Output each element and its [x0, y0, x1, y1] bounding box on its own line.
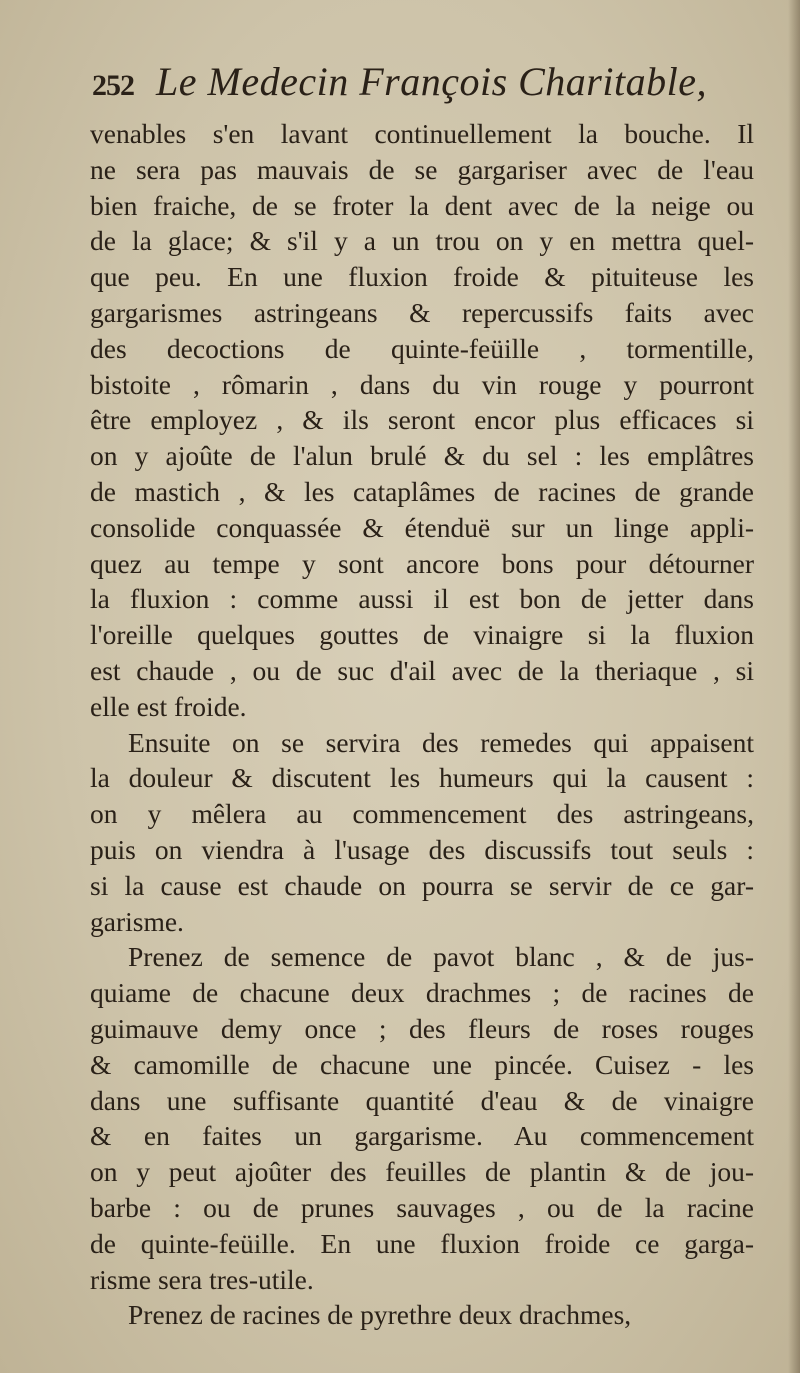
- text-line: est chaude , ou de suc d'ail avec de la theriaque , si: [90, 654, 754, 686]
- text-line: des decoctions de quinte-feüille , tormentille,: [90, 332, 754, 364]
- text-line: de mastich , & les cataplâmes de racines de grande: [90, 475, 754, 507]
- text-line: la fluxion : comme aussi il est bon de jetter dans: [90, 583, 754, 615]
- text-line: guimauve demy once ; des fleurs de roses rouges: [90, 1012, 754, 1044]
- paragraph: [90, 725, 754, 940]
- text-line: on y ajoûte de l'alun brulé & du sel : les emplâtres: [90, 440, 754, 472]
- text-line: elle est froide.: [90, 690, 247, 722]
- text-line: quiame de chacune deux drachmes ; de racines de: [90, 977, 754, 1009]
- text-line: on y peut ajoûter des feuilles de plantin & de jou-: [90, 1156, 754, 1188]
- running-title: Le Medecin François Charitable,: [156, 59, 707, 104]
- text-line: être employez , & ils seront encor plus efficaces si: [90, 404, 754, 436]
- paragraph: [90, 939, 754, 1297]
- text-line: bistoite , rômarin , dans du vin rouge y pourront: [90, 368, 754, 400]
- text-line: quez au tempe y sont ancore bons pour détourner: [90, 547, 754, 579]
- text-line: bien fraiche, de se froter la dent avec de la neige ou: [90, 189, 754, 221]
- paragraph: [90, 1297, 754, 1333]
- text-line: si la cause est chaude on pourra se servir de ce gar-: [90, 869, 754, 901]
- text-line: ne sera pas mauvais de se gargariser avec de l'eau: [90, 153, 754, 185]
- text-line: l'oreille quelques gouttes de vinaigre si la fluxion: [90, 619, 754, 651]
- text-line: Prenez de semence de pavot blanc , & de jus-: [128, 941, 754, 973]
- text-line: gargarismes astringeans & repercussifs faits avec: [90, 296, 754, 328]
- page-number: 252: [92, 69, 134, 102]
- text-line: la douleur & discutent les humeurs qui la causent :: [90, 762, 754, 794]
- text-line: que peu. En une fluxion froide & pituiteuse les: [90, 261, 754, 293]
- text-line: Ensuite on se servira des remedes qui appaisent: [128, 726, 754, 758]
- text-line: garisme.: [90, 905, 184, 937]
- text-line: & en faites un gargarisme. Au commencement: [90, 1120, 754, 1152]
- text-line: de la glace; & s'il y a un trou on y en mettra quel-: [90, 225, 754, 257]
- text-line: & camomille de chacune une pincée. Cuisez - les: [90, 1048, 754, 1080]
- paragraph: [90, 116, 754, 725]
- text-line: venables s'en lavant continuellement la bouche. Il: [90, 118, 754, 149]
- text-line: risme sera tres-utile.: [90, 1263, 314, 1295]
- text-line: consolide conquassée & étenduë sur un linge appli-: [90, 511, 754, 543]
- text-line: on y mêlera au commencement des astringeans,: [90, 798, 754, 830]
- text-line: de quinte-feüille. En une fluxion froide ce garga-: [90, 1227, 754, 1259]
- text-line: barbe : ou de prunes sauvages , ou de la racine: [90, 1191, 754, 1223]
- body-text: [90, 116, 754, 1333]
- text-line: Prenez de racines de pyrethre deux drachmes,: [128, 1299, 632, 1331]
- page-header: [92, 58, 752, 110]
- text-line: puis on viendra à l'usage des discussifs tout seuls :: [90, 833, 754, 865]
- text-line: dans une suffisante quantité d'eau & de vinaigre: [90, 1084, 754, 1116]
